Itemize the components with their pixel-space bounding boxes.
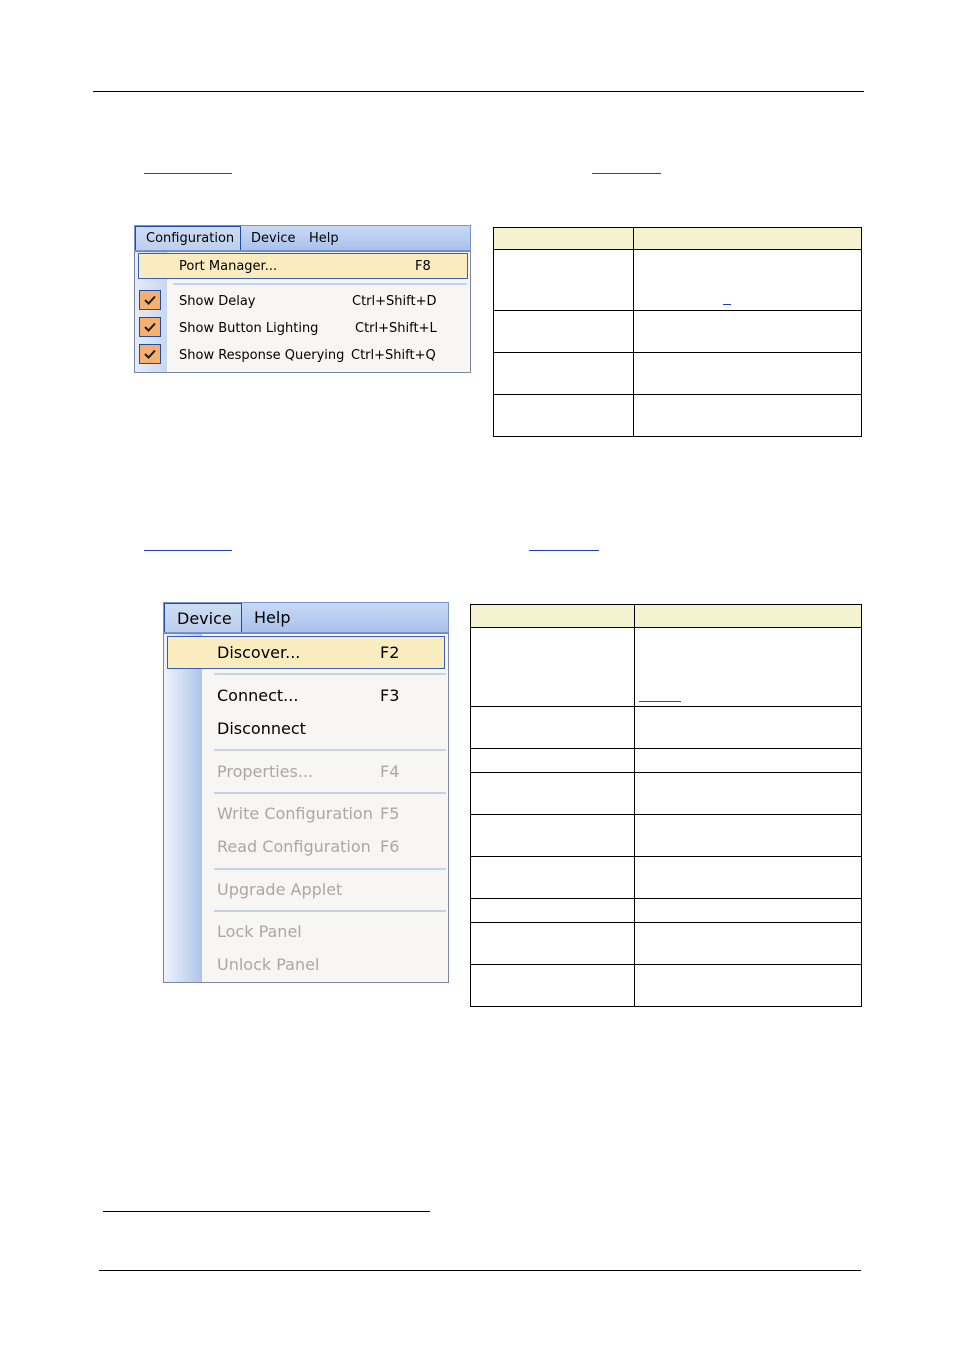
menu-device-label: Device xyxy=(251,230,296,246)
table-cell xyxy=(471,815,635,857)
table-cell xyxy=(635,923,862,965)
menu-bar xyxy=(134,225,471,251)
menu-item-label: Show Delay xyxy=(179,293,256,309)
menu-item-label: Show Response Querying xyxy=(179,347,345,363)
checkmark-icon xyxy=(139,317,161,337)
table-cell xyxy=(471,899,635,923)
table-row xyxy=(471,923,862,965)
table-cell xyxy=(471,628,635,707)
menu-item-label: Write Configuration xyxy=(217,803,373,823)
table-row xyxy=(471,857,862,899)
menu-item-shortcut: Ctrl+Shift+D xyxy=(352,293,437,309)
table-cell xyxy=(471,923,635,965)
menu-configuration-label: Configuration xyxy=(146,231,235,246)
table-cell xyxy=(634,311,862,353)
table-cell xyxy=(635,773,862,815)
menu-item-label: Read Configuration xyxy=(217,836,371,856)
menu-item-shortcut: Ctrl+Shift+L xyxy=(355,320,437,336)
cross-reference-link[interactable] xyxy=(592,173,661,174)
table-cell xyxy=(494,311,634,353)
footer-rule xyxy=(99,1270,861,1271)
menu-item-label: Disconnect xyxy=(217,718,306,738)
cross-reference-link[interactable] xyxy=(144,550,232,551)
menu-separator xyxy=(214,792,446,794)
table-cell xyxy=(471,707,635,749)
menu-separator xyxy=(173,283,467,285)
menu-item-label: Lock Panel xyxy=(217,921,302,941)
cross-reference-link[interactable] xyxy=(144,173,232,174)
menu-device-label: Device xyxy=(177,608,232,628)
table-row xyxy=(494,353,862,395)
menu-item-discover[interactable] xyxy=(167,636,445,669)
device-dropdown xyxy=(163,633,449,983)
table-header-cell xyxy=(494,228,634,250)
table-cell xyxy=(471,965,635,1007)
cross-reference-link[interactable] xyxy=(639,701,681,702)
configuration-menu-screenshot xyxy=(134,225,471,373)
menu-item-show-delay[interactable] xyxy=(135,288,470,314)
header-rule xyxy=(93,91,864,92)
table-cell xyxy=(471,749,635,773)
menu-item-connect[interactable] xyxy=(164,679,448,711)
configuration-dropdown xyxy=(134,251,471,373)
table-row xyxy=(471,899,862,923)
menu-item-write-configuration[interactable] xyxy=(164,797,448,829)
menu-bar xyxy=(163,602,449,633)
table-row xyxy=(471,628,862,707)
table-header-cell xyxy=(471,605,635,628)
table-header-row xyxy=(494,228,862,250)
table-cell xyxy=(634,395,862,437)
table-row xyxy=(471,773,862,815)
table-row xyxy=(494,395,862,437)
device-menu-screenshot xyxy=(163,602,449,983)
table-cell xyxy=(635,899,862,923)
table-cell xyxy=(634,250,862,311)
table-cell xyxy=(494,353,634,395)
menu-help[interactable] xyxy=(305,226,355,250)
menu-item-read-configuration[interactable] xyxy=(164,830,448,862)
menu-item-shortcut: F2 xyxy=(380,643,400,662)
table-row xyxy=(471,707,862,749)
menu-device[interactable] xyxy=(164,603,242,632)
table-header-cell xyxy=(635,605,862,628)
menu-item-shortcut: F3 xyxy=(380,685,400,705)
menu-separator xyxy=(214,868,446,870)
menu-separator xyxy=(214,673,446,675)
device-options-table xyxy=(470,604,862,1007)
table-cell xyxy=(634,353,862,395)
table-row xyxy=(494,311,862,353)
table-cell xyxy=(635,628,862,707)
table-row xyxy=(471,965,862,1007)
table-row xyxy=(471,749,862,773)
menu-item-label: Connect... xyxy=(217,685,299,705)
table-cell xyxy=(635,857,862,899)
menu-help-label: Help xyxy=(254,608,291,627)
footnote-rule xyxy=(103,1211,430,1212)
menu-item-label: Discover... xyxy=(217,643,301,662)
menu-item-shortcut: F4 xyxy=(380,761,400,781)
table-header-cell xyxy=(634,228,862,250)
menu-item-properties[interactable] xyxy=(164,755,448,787)
cross-reference-link[interactable] xyxy=(529,550,599,551)
menu-item-label: Show Button Lighting xyxy=(179,320,319,336)
menu-item-shortcut: F5 xyxy=(380,803,400,823)
menu-help-label: Help xyxy=(309,230,339,246)
table-cell xyxy=(471,773,635,815)
menu-item-upgrade-applet[interactable] xyxy=(164,873,448,905)
menu-item-lock-panel[interactable] xyxy=(164,915,448,947)
menu-configuration[interactable] xyxy=(135,226,241,250)
menu-item-shortcut: Ctrl+Shift+Q xyxy=(351,347,436,363)
menu-item-shortcut: F6 xyxy=(380,836,400,856)
menu-item-show-response-querying[interactable] xyxy=(135,342,470,368)
menu-item-port-manager[interactable] xyxy=(138,253,468,279)
table-row xyxy=(494,250,862,311)
checkmark-icon xyxy=(139,344,161,364)
table-cell xyxy=(494,395,634,437)
menu-item-label: Upgrade Applet xyxy=(217,879,343,899)
menu-device[interactable] xyxy=(241,226,305,250)
table-cell xyxy=(635,965,862,1007)
table-cell xyxy=(635,815,862,857)
table-cell xyxy=(635,749,862,773)
menu-item-shortcut: F8 xyxy=(415,258,431,274)
menu-item-label: Properties... xyxy=(217,761,314,781)
table-cell xyxy=(494,250,634,311)
menu-item-show-button-lighting[interactable] xyxy=(135,315,470,341)
menu-separator xyxy=(214,749,446,751)
menu-help[interactable] xyxy=(242,603,302,632)
menu-item-unlock-panel[interactable] xyxy=(164,948,448,980)
table-cell xyxy=(471,857,635,899)
menu-item-disconnect[interactable] xyxy=(164,712,448,744)
menu-item-label: Unlock Panel xyxy=(217,954,320,974)
footnote-link[interactable] xyxy=(723,304,731,305)
table-header-row xyxy=(471,605,862,628)
menu-item-label: Port Manager... xyxy=(179,258,278,274)
configuration-options-table xyxy=(493,227,862,437)
menu-separator xyxy=(214,910,446,912)
table-row xyxy=(471,815,862,857)
table-cell xyxy=(635,707,862,749)
checkmark-icon xyxy=(139,290,161,310)
